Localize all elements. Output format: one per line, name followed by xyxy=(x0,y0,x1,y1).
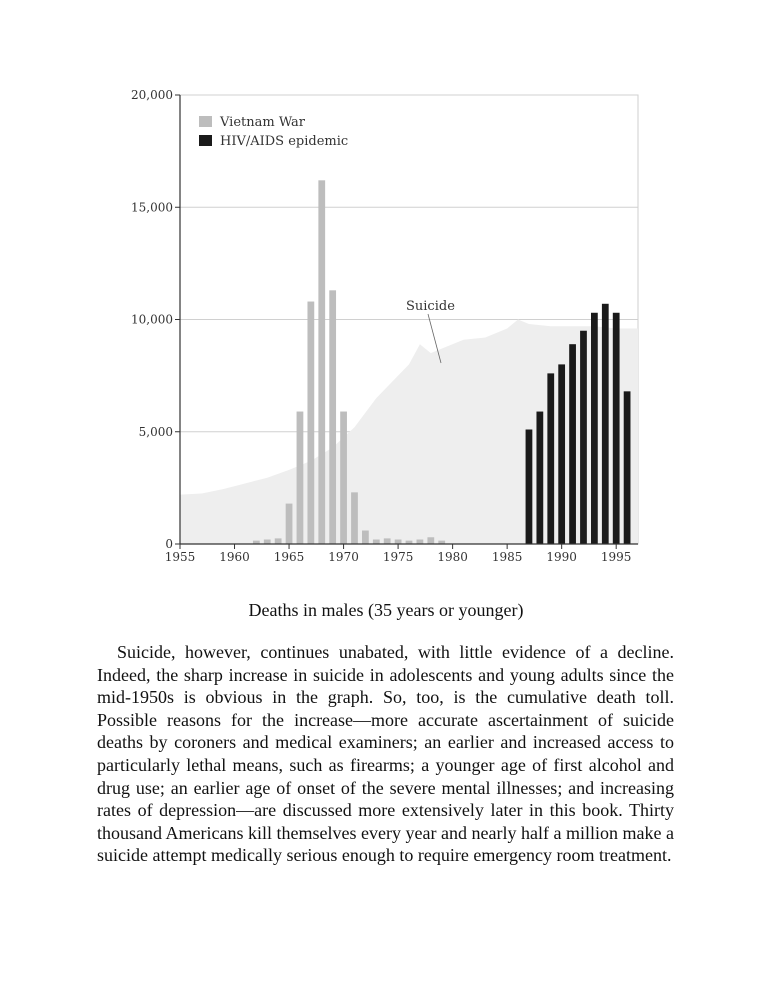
hiv-aids-bar xyxy=(526,430,533,544)
vietnam-war-bar xyxy=(307,302,314,544)
vietnam-war-bar xyxy=(275,538,282,544)
x-tick-label: 1975 xyxy=(382,550,414,564)
y-tick-label: 10,000 xyxy=(131,312,173,327)
x-tick-label: 1980 xyxy=(437,550,468,564)
y-tick-label: 0 xyxy=(165,537,173,551)
vietnam-war-bar xyxy=(351,492,358,544)
legend-label-hiv: HIV/AIDS epidemic xyxy=(220,134,349,149)
x-tick-label: 1960 xyxy=(219,550,250,564)
vietnam-war-bar xyxy=(264,540,271,544)
body-paragraph: Suicide, however, continues unabated, with little evidence of a decline. Indeed, the sharp increase in suicide in adolescents and young adults since the mid-1950s is obvious in the graph. So, too, is the cumulative death toll. Possible reasons for the increase—more accurate ascertainment of suicide deaths by coroners and medical examiners; an earlier and increased access to particularly lethal means, such as firearms; a younger age of first alcohol and drug use; an earlier age of onset of the severe mental illnesses; and increasing rates of depression—are discussed more extensively later in this book. Thirty thousand Americans kill themselves every year and nearly half a million make a suicide attempt medically serious enough to require emergency room treatment. xyxy=(97,642,674,866)
vietnam-war-bar xyxy=(384,538,391,544)
x-tick-label: 1985 xyxy=(491,550,523,564)
hiv-aids-bar xyxy=(613,313,620,544)
hiv-aids-bar xyxy=(536,412,543,544)
legend-label-vietnam: Vietnam War xyxy=(220,115,306,130)
hiv-aids-bar xyxy=(547,373,554,544)
suicide-annotation-label: Suicide xyxy=(406,299,455,314)
legend-swatch-vietnam xyxy=(199,116,212,127)
vietnam-war-bar xyxy=(340,412,347,544)
x-tick-label: 1970 xyxy=(328,550,359,564)
hiv-aids-bar xyxy=(558,364,565,544)
vietnam-war-bar xyxy=(362,531,369,544)
vietnam-war-bar xyxy=(297,412,304,544)
x-tick-label: 1955 xyxy=(164,550,196,564)
figure-caption: Deaths in males (35 years or younger) xyxy=(248,600,524,620)
vietnam-war-bar xyxy=(427,537,434,544)
x-tick-label: 1990 xyxy=(546,550,577,564)
x-ticks xyxy=(165,544,632,564)
vietnam-war-bar xyxy=(329,290,336,544)
y-ticks xyxy=(131,88,180,551)
hiv-aids-bar xyxy=(602,304,609,544)
x-tick-label: 1965 xyxy=(273,550,305,564)
vietnam-war-bar xyxy=(318,180,325,544)
y-tick-label: 15,000 xyxy=(131,200,173,215)
hiv-aids-bar xyxy=(624,391,631,544)
hiv-aids-bar xyxy=(591,313,598,544)
y-tick-label: 5,000 xyxy=(138,424,173,439)
y-tick-label: 20,000 xyxy=(131,88,173,102)
x-tick-label: 1995 xyxy=(600,550,632,564)
vietnam-war-bar xyxy=(286,504,293,544)
legend xyxy=(199,115,348,149)
hiv-aids-bar xyxy=(569,344,576,544)
vietnam-war-bar xyxy=(417,540,424,544)
legend-swatch-hiv xyxy=(199,135,212,146)
vietnam-war-bar xyxy=(373,540,380,544)
hiv-aids-bar xyxy=(580,331,587,544)
vietnam-war-bar xyxy=(395,540,402,544)
